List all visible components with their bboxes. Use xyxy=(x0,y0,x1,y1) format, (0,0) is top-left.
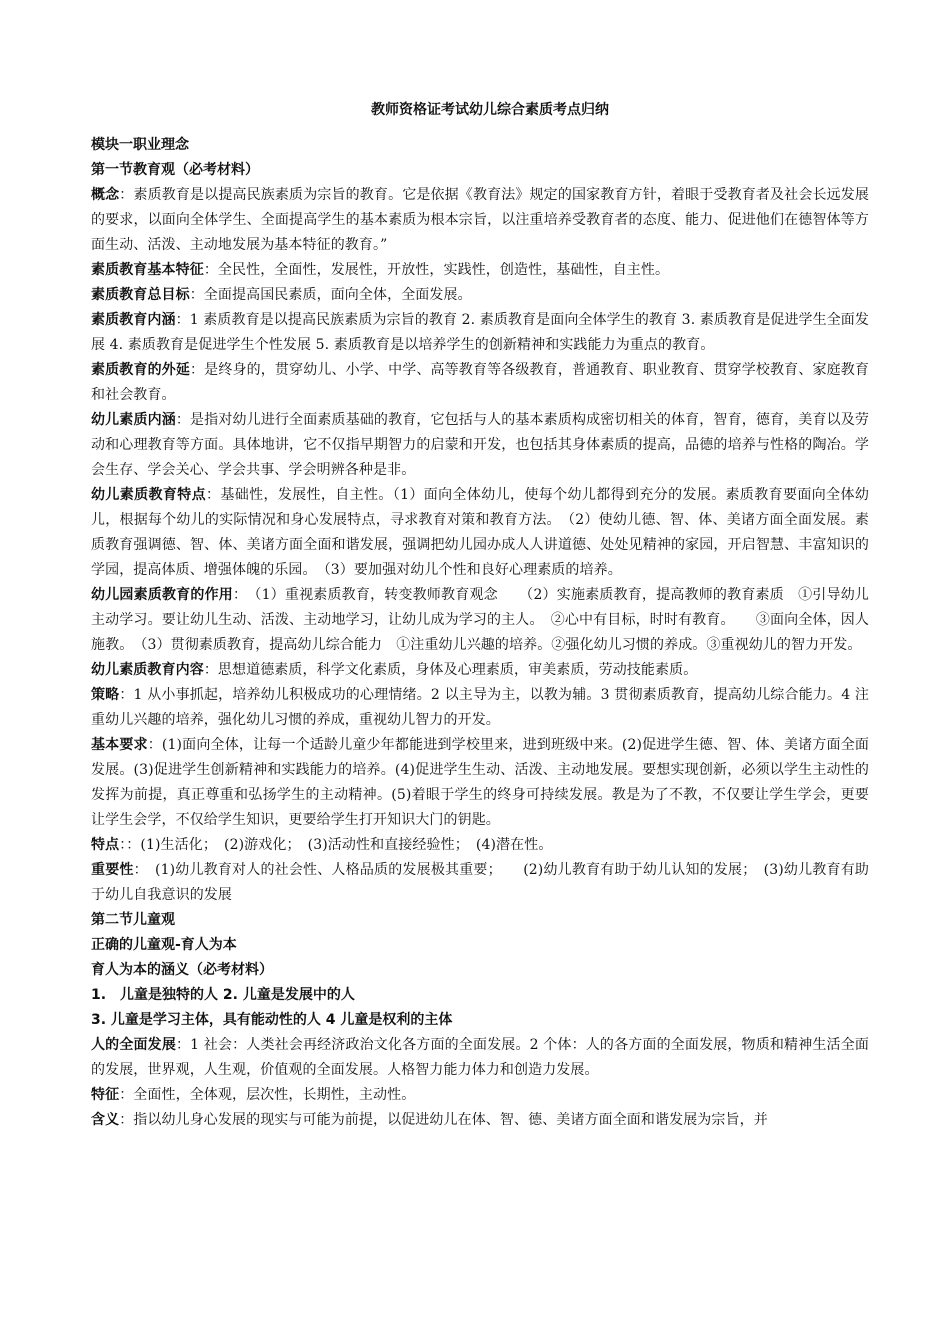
paragraph-extension xyxy=(91,358,869,408)
paragraph-label: 幼儿园素质教育的作用 xyxy=(91,587,233,603)
paragraph-label: 素质教育总目标 xyxy=(91,287,190,303)
paragraph-text: ：1 素质教育是以提高民族素质为宗旨的教育 2. 素质教育是面向全体学生的教育 3. 素质教育是促进学生全面发展 4. 素质教育是促进学生个性发展 5. 素质教育是以培养学生的创新精神和实践能力为重点的教育。 xyxy=(91,312,869,353)
module-heading: 模块一职业理念 xyxy=(91,137,189,153)
paragraph-concept xyxy=(91,183,869,258)
list-item-1-2: 1. 儿童是独特的人 2. 儿童是发展中的人 xyxy=(91,987,355,1003)
paragraph-text: ：全面性，全体观，层次性，长期性，主动性。 xyxy=(119,1087,416,1103)
paragraph-basic-requirements xyxy=(91,733,869,833)
paragraph-overall-goal xyxy=(91,283,869,308)
paragraph-text: ：：(1)生活化； (2)游戏化； (3)活动性和直接经验性； (4)潜在性。 xyxy=(119,837,553,853)
document-page xyxy=(91,98,869,1133)
paragraph-child-content xyxy=(91,658,869,683)
paragraph-text: ：思想道德素质，科学文化素质，身体及心理素质，审美素质，劳动技能素质。 xyxy=(203,662,698,678)
paragraph-text: ：全民性，全面性，发展性，开放性，实践性，创造性，基础性，自主性。 xyxy=(203,262,670,278)
section-heading-education-view: 第一节教育观（必考材料） xyxy=(91,162,259,178)
paragraph-characteristics xyxy=(91,1083,869,1108)
paragraph-child-features xyxy=(91,483,869,583)
paragraph-meaning xyxy=(91,1108,869,1133)
paragraph-traits xyxy=(91,833,869,858)
paragraph-text: ：指以幼儿身心发展的现实与可能为前提，以促进幼儿在体、智、德、美诸方面全面和谐发展为宗旨，并 xyxy=(119,1112,768,1128)
paragraph-full-development xyxy=(91,1033,869,1083)
paragraph-text: ：素质教育是以提高民族素质为宗旨的教育。它是依据《教育法》规定的国家教育方针，着眼于受教育者及社会长远发展的要求，以面向全体学生、全面提高学生的基本素质为根本宗旨，以注重培养受教育者的态度、能力、促进他们在德智体等方面生动、活泼、主动地发展为基本特征的教育。” xyxy=(91,187,870,253)
paragraph-strategy xyxy=(91,683,869,733)
paragraph-text: ：(1)面向全体，让每一个适龄儿童少年都能进到学校里来，进到班级中来。(2)促进学生德、智、体、美诸方面全面发展。(3)促进学生创新精神和实践能力的培养。(4)促进学生生动、活泼、主动地发展。要想实现创新，必须以学生主动性的发挥为前提，真正尊重和弘扬学生的主动精神。(5)着眼于学生的终身可持续发展。教是为了不教，不仅要让学生学会，更要让学生会学，不仅给学生知识，更要给学生打开知识大门的钥匙。 xyxy=(91,737,869,828)
paragraph-text: ：1 社会：人类社会再经济政治文化各方面的全面发展。2 个体：人的各方面的全面发展，物质和精神生活全面的发展，世界观，人生观，价值观的全面发展。人格智力能力体力和创造力发展。 xyxy=(91,1037,869,1078)
paragraph-kindergarten-role xyxy=(91,583,869,658)
paragraph-text: ： (1)幼儿教育对人的社会性、人格品质的发展极其重要； (2)幼儿教育有助于幼儿认知的发展； (3)幼儿教育有助于幼儿自我意识的发展 xyxy=(91,862,869,903)
paragraph-label: 重要性 xyxy=(91,862,134,878)
paragraph-label: 素质教育的外延 xyxy=(91,362,191,378)
paragraph-label: 特点 xyxy=(91,837,120,853)
paragraph-label: 特征 xyxy=(91,1087,120,1103)
paragraph-label: 策略 xyxy=(91,687,120,703)
paragraph-label: 幼儿素质内涵 xyxy=(91,412,176,428)
list-item-3-4: 3. 儿童是学习主体，具有能动性的人 4 儿童是权利的主体 xyxy=(91,1012,453,1028)
paragraph-text: ：是指对幼儿进行全面素质基础的教育，它包括与人的基本素质构成密切相关的体育，智育，德育，美育以及劳动和心理教育等方面。具体地讲，它不仅指早期智力的启蒙和开发，也包括其身体素质的提高，品德的培养与性格的陶冶。学会生存、学会关心、学会共事、学会明辨各种是非。 xyxy=(91,412,869,478)
paragraph-label: 基本要求 xyxy=(91,737,148,753)
paragraph-text: ：1 从小事抓起，培养幼儿积极成功的心理情绪。2 以主导为主，以教为辅。3 贯彻素质教育，提高幼儿综合能力。4 注重幼儿兴趣的培养，强化幼儿习惯的养成，重视幼儿智力的开发。 xyxy=(91,687,869,728)
subheading-correct-child-view: 正确的儿童观-育人为本 xyxy=(91,937,237,953)
paragraph-label: 素质教育内涵 xyxy=(91,312,176,328)
paragraph-text: ： （1）重视素质教育，转变教师教育观念 （2）实施素质教育，提高教师的教育素质 ①引导幼儿主动学习。要让幼儿生动、活泼、主动地学习，让幼儿成为学习的主人。 ②心中有目标，时时有教育。 ③面向全体，因人施教。 （3）贯彻素质教育，提高幼儿综合能力 ①注重幼儿兴趣的培养。②强化幼儿习惯的养成。③重视幼儿的智力开发。 xyxy=(91,587,870,653)
paragraph-label: 幼儿素质教育特点 xyxy=(91,487,206,503)
paragraph-connotation xyxy=(91,308,869,358)
paragraph-label: 概念 xyxy=(91,187,120,203)
paragraph-label: 幼儿素质教育内容 xyxy=(91,662,204,678)
document-title: 教师资格证考试幼儿综合素质考点归纳 xyxy=(371,102,609,118)
paragraph-child-connotation xyxy=(91,408,869,483)
paragraph-basic-features xyxy=(91,258,869,283)
section-heading-child-view: 第二节儿童观 xyxy=(91,912,175,928)
subheading-meaning: 育人为本的涵义（必考材料） xyxy=(91,962,273,978)
paragraph-label: 人的全面发展 xyxy=(91,1037,176,1053)
paragraph-text: ：是终身的，贯穿幼儿、小学、中学、高等教育等各级教育，普通教育、职业教育、贯穿学校教育、家庭教育和社会教育。 xyxy=(91,362,870,403)
paragraph-text: ：全面提高国民素质，面向全体，全面发展。 xyxy=(189,287,472,303)
paragraph-text: ：基础性，发展性，自主性。（1）面向全体幼儿，使每个幼儿都得到充分的发展。素质教育要面向全体幼儿，根据每个幼儿的实际情况和身心发展特点，寻求教育对策和教育方法。 （2）使幼儿德、智、体、美诸方面全面发展。素质教育强调德、智、体、美诸方面全面和谐发展，强调把幼儿园办成人人讲道德、处处见精神的家园，开启智慧、丰富知识的学园，提高体质、增强体魄的乐园。 （3）要加强对幼儿个性和良好心理素质的培养。 xyxy=(91,487,869,578)
paragraph-label: 素质教育基本特征 xyxy=(91,262,204,278)
paragraph-importance xyxy=(91,858,869,908)
paragraph-label: 含义 xyxy=(91,1112,120,1128)
